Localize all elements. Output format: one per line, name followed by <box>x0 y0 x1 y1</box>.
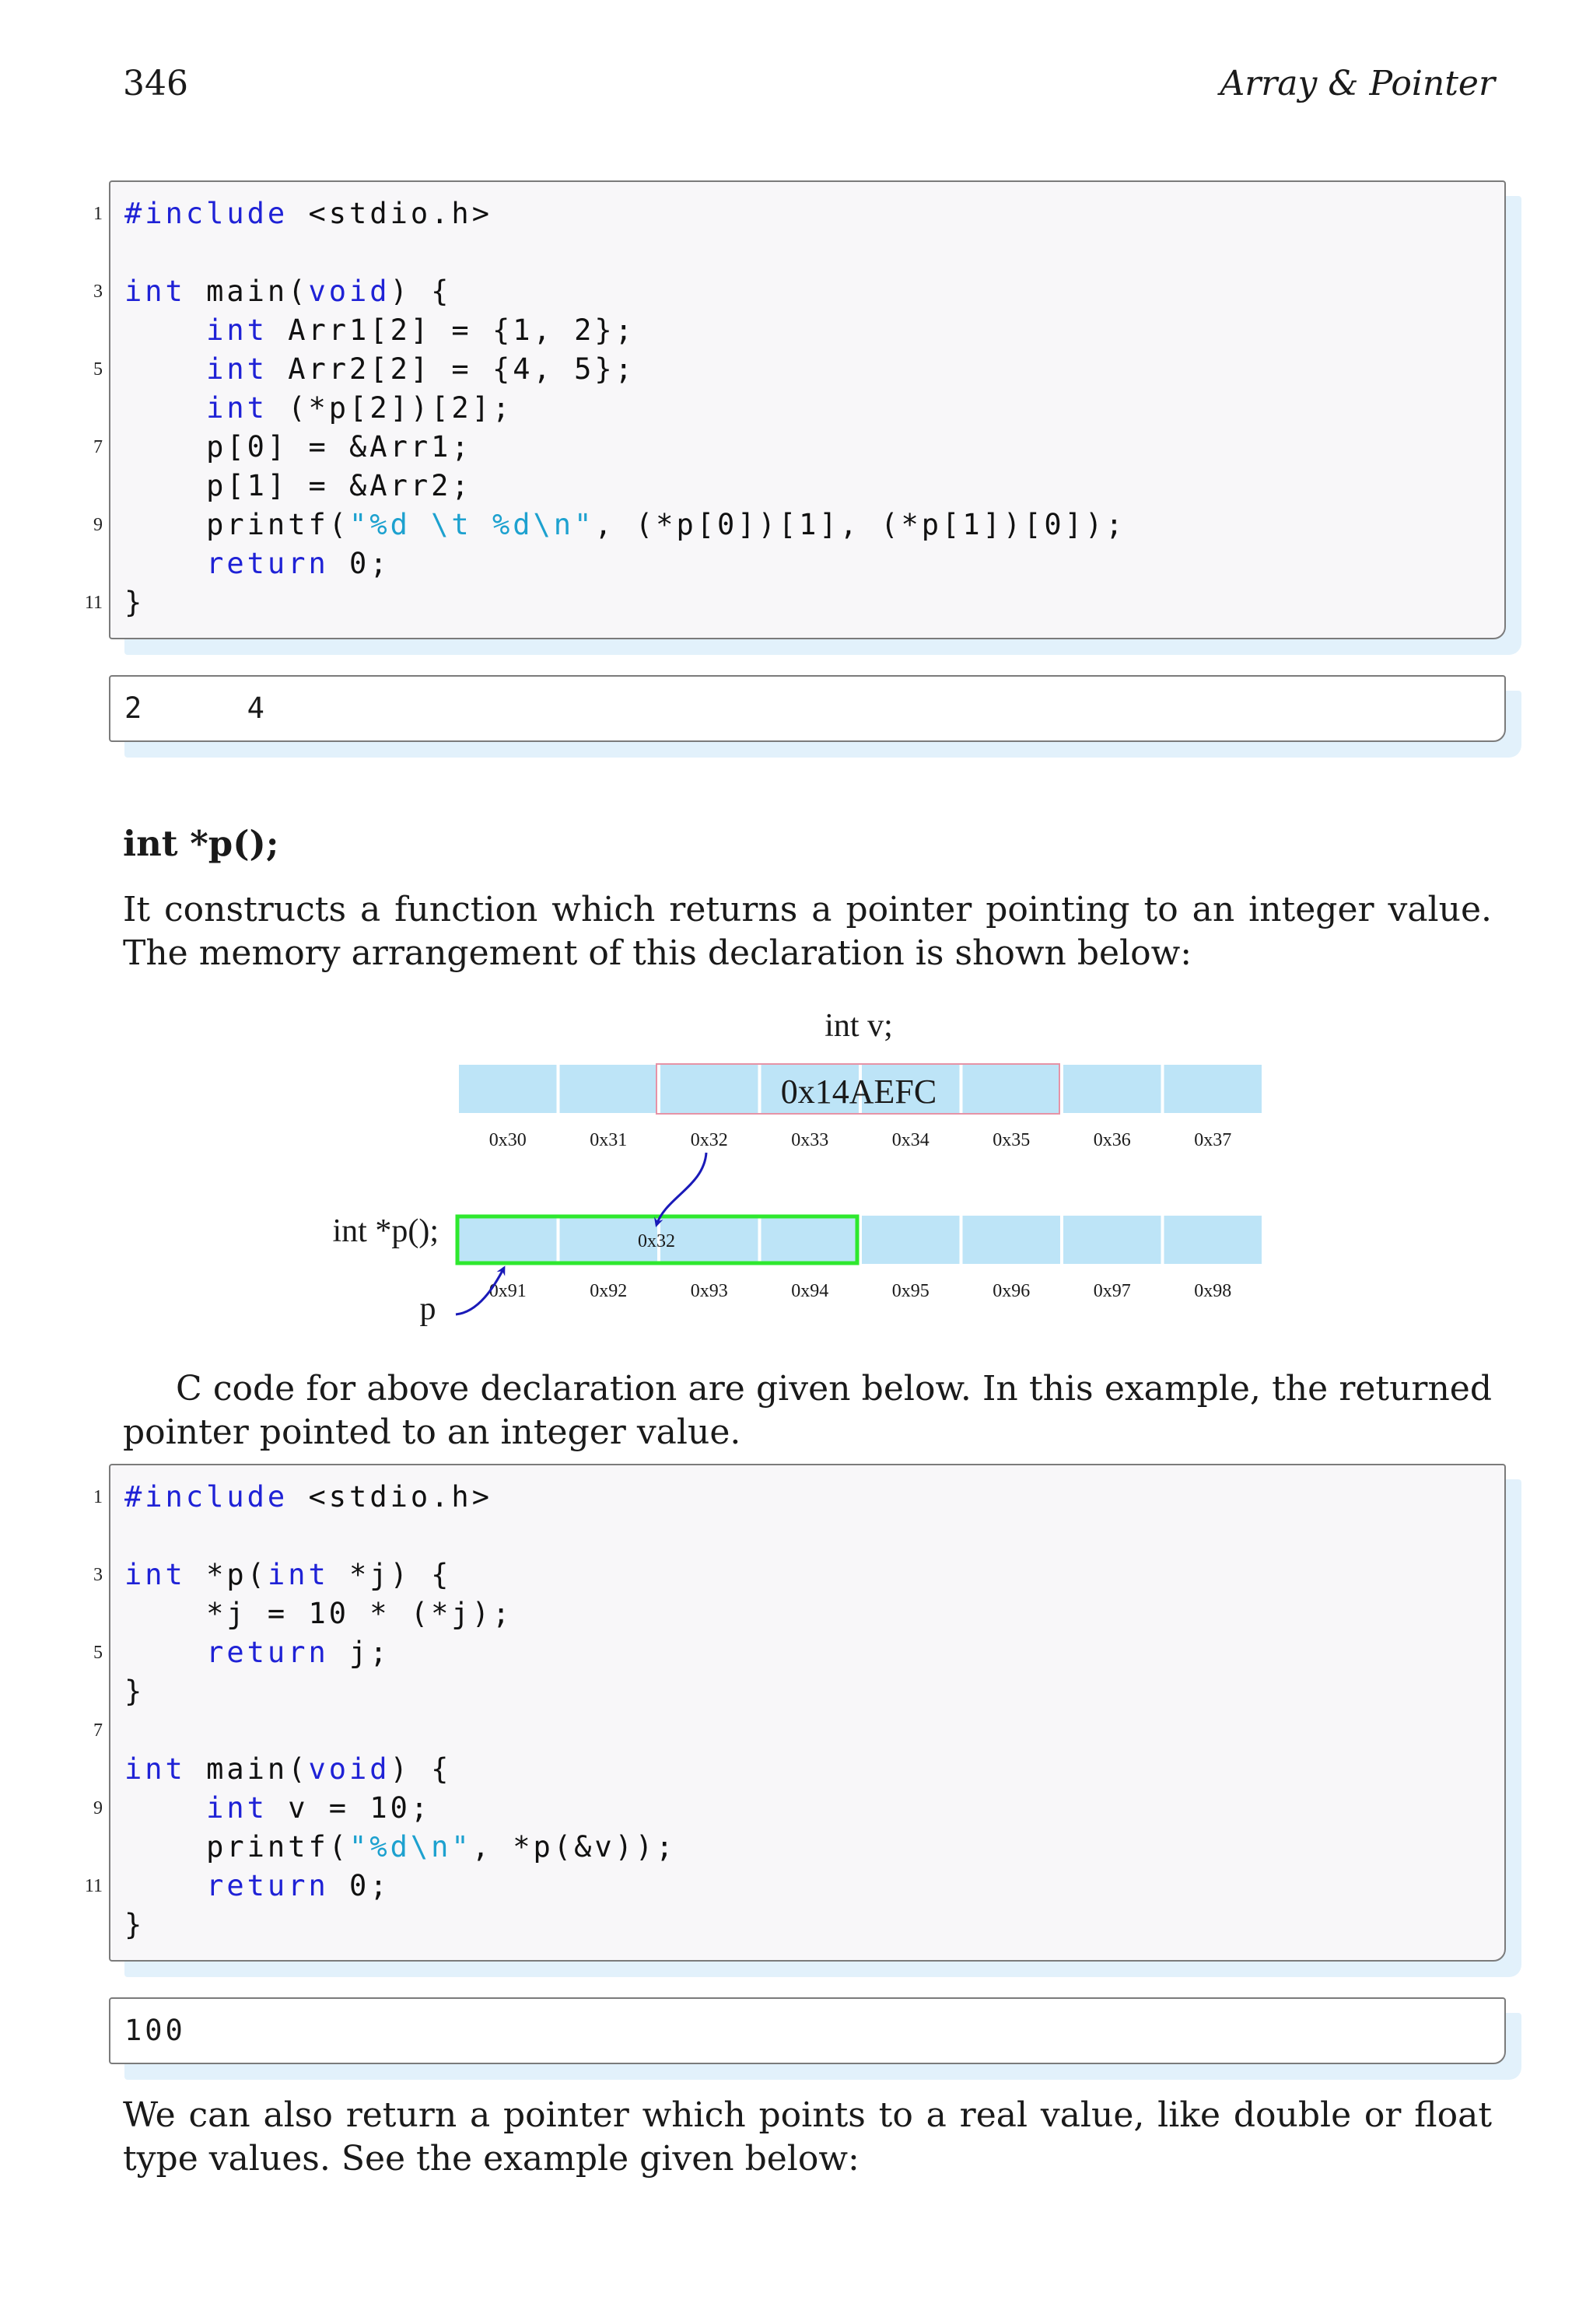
code-line <box>124 1906 145 1944</box>
code-text: } <box>124 1675 145 1708</box>
top-memory-cell <box>560 1065 658 1113</box>
memory-diagram <box>0 1003 1593 1346</box>
line-number: 3 <box>93 282 103 302</box>
paragraph-1: It constructs a function which returns a pointer pointing to an integer value. The memory arrangement of this declaration is shown below: <box>123 890 1492 973</box>
line-number: 1 <box>93 204 103 224</box>
code-keyword: int <box>124 1558 186 1591</box>
code-text: } <box>124 1908 145 1941</box>
top-memory-cell <box>963 1065 1061 1113</box>
code-text <box>124 352 206 386</box>
pointer-arrow-to-value <box>656 1153 706 1225</box>
output-box-2 <box>109 1997 1506 2064</box>
top-address-row <box>489 1130 1232 1150</box>
code-line <box>124 1633 390 1672</box>
code-keyword: int <box>206 391 268 425</box>
code-string: "%d \t %d\n" <box>349 508 595 541</box>
code-line <box>124 194 492 233</box>
code-keyword: #include <box>124 1480 289 1514</box>
code-text: *j) { <box>328 1558 452 1591</box>
top-memory-cell <box>459 1065 557 1113</box>
line-number: 9 <box>93 1798 103 1818</box>
code-text <box>124 1791 206 1825</box>
bottom-memory-cell <box>862 1216 960 1264</box>
code-text: *p( <box>185 1558 268 1591</box>
top-address-label: 0x32 <box>690 1130 728 1150</box>
code-text: p[1] = &Arr2; <box>124 469 472 502</box>
code-line <box>124 350 635 389</box>
code-text: ) { <box>390 1752 452 1786</box>
code-text <box>124 1636 206 1669</box>
code-line <box>124 1750 451 1789</box>
code-line <box>124 583 145 622</box>
code-line <box>124 1789 431 1828</box>
line-number <box>0 311 103 350</box>
line-number <box>0 544 103 583</box>
top-address-label: 0x35 <box>993 1130 1031 1150</box>
bottom-address-label: 0x96 <box>993 1281 1031 1301</box>
code-line <box>124 389 513 428</box>
bottom-memory-cell <box>761 1216 860 1264</box>
top-memory-cell <box>660 1065 758 1113</box>
line-number <box>0 1750 103 1789</box>
code-text: printf( <box>124 508 350 541</box>
bottom-memory-cell <box>459 1216 557 1264</box>
code-line <box>124 467 472 506</box>
code-line <box>124 428 472 467</box>
code-text: , (*p[0])[1], (*p[1])[0]); <box>594 508 1126 541</box>
bottom-address-row <box>489 1281 1232 1301</box>
line-number: 3 <box>93 1565 103 1585</box>
pointer-value: 0x32 <box>638 1231 675 1251</box>
bottom-memory-cell <box>1164 1216 1262 1264</box>
code-text: p[0] = &Arr1; <box>124 430 472 464</box>
code-text: v = 10; <box>267 1791 432 1825</box>
bottom-address-label: 0x92 <box>590 1281 628 1301</box>
code-line <box>124 1478 492 1517</box>
code-keyword: return <box>206 1636 329 1669</box>
bottom-memory-cell <box>1063 1216 1161 1264</box>
bottom-address-label: 0x97 <box>1093 1281 1131 1301</box>
code-keyword: int <box>267 1558 329 1591</box>
section-heading: int *p(); <box>123 823 279 864</box>
code-text: } <box>124 586 145 619</box>
top-address-label: 0x31 <box>590 1130 628 1150</box>
line-number <box>0 467 103 506</box>
code-keyword: void <box>308 1752 390 1786</box>
line-number <box>0 1672 103 1711</box>
code-text: j; <box>328 1636 390 1669</box>
code-line <box>124 311 635 350</box>
code-line <box>124 1828 676 1867</box>
code-text: Arr1[2] = {1, 2}; <box>267 313 635 347</box>
top-memory-cell <box>1063 1065 1161 1113</box>
bottom-address-label: 0x93 <box>690 1281 728 1301</box>
top-memory-cell <box>1164 1065 1262 1113</box>
code-keyword: return <box>206 1869 329 1902</box>
code-line <box>124 544 390 583</box>
line-number <box>0 389 103 428</box>
code-line <box>124 1594 513 1633</box>
line-number: 7 <box>93 437 103 457</box>
code-keyword: #include <box>124 197 289 230</box>
line-number: 7 <box>93 1720 103 1741</box>
code-string: "%d\n" <box>349 1830 472 1864</box>
line-number <box>0 1594 103 1633</box>
code-text: 0; <box>328 1869 390 1902</box>
bottom-address-label: 0x91 <box>488 1281 527 1301</box>
output-text-2: 100 <box>124 2014 186 2047</box>
code-text: <stdio.h> <box>288 197 492 230</box>
code-keyword: int <box>206 313 268 347</box>
code-keyword: int <box>206 352 268 386</box>
code-text: printf( <box>124 1830 350 1864</box>
code-text: <stdio.h> <box>288 1480 492 1514</box>
line-number <box>0 1517 103 1556</box>
code-text: (*p[2])[2]; <box>267 391 513 425</box>
bottom-address-label: 0x95 <box>891 1281 930 1301</box>
value-label: 0x14AEFC <box>780 1073 937 1111</box>
bottom-memory-cell <box>963 1216 1061 1264</box>
bottom-memory-row <box>459 1216 1262 1264</box>
line-number: 11 <box>84 593 103 613</box>
code-text: *j = 10 * (*j); <box>124 1597 513 1630</box>
line-number: 5 <box>93 359 103 380</box>
code-text: main( <box>185 275 309 308</box>
code-text: , *p(&v)); <box>471 1830 677 1864</box>
top-address-label: 0x34 <box>891 1130 930 1150</box>
top-address-label: 0x37 <box>1194 1130 1232 1150</box>
output-text-1: 2 4 <box>124 691 268 725</box>
code-line <box>124 506 1126 544</box>
code-keyword: int <box>124 1752 186 1786</box>
code-keyword: int <box>124 275 186 308</box>
chapter-title: Array & Pointer <box>1220 64 1495 103</box>
code-keyword: return <box>206 547 329 580</box>
code-line <box>124 1672 145 1711</box>
output-box-1 <box>109 675 1506 742</box>
code-text: ) { <box>390 275 452 308</box>
code-line <box>124 1556 451 1594</box>
top-address-label: 0x36 <box>1093 1130 1131 1150</box>
bottom-label: int *p(); <box>332 1213 439 1249</box>
top-address-label: 0x30 <box>488 1130 527 1150</box>
code-text: main( <box>185 1752 309 1786</box>
line-number <box>0 233 103 272</box>
paragraph-3: We can also return a pointer which points to a real value, like double or float type values. See the example given below: <box>123 2095 1492 2179</box>
code-text: 0; <box>328 547 390 580</box>
code-text <box>124 547 206 580</box>
code-text: Arr2[2] = {4, 5}; <box>267 352 635 386</box>
line-number <box>0 1906 103 1944</box>
line-number: 9 <box>93 515 103 535</box>
code-line <box>124 1867 390 1906</box>
code-keyword: int <box>206 1791 268 1825</box>
code-text <box>124 391 206 425</box>
pointer-name: p <box>419 1291 436 1327</box>
top-address-label: 0x33 <box>791 1130 829 1150</box>
page-number: 346 <box>123 64 188 103</box>
code-keyword: void <box>308 275 390 308</box>
line-number: 11 <box>84 1876 103 1896</box>
top-label: int v; <box>825 1008 893 1044</box>
code-line <box>124 272 451 311</box>
code-text <box>124 1869 206 1902</box>
code-text <box>124 313 206 347</box>
bottom-address-label: 0x98 <box>1194 1281 1232 1301</box>
bottom-address-label: 0x94 <box>791 1281 829 1301</box>
line-number <box>0 1828 103 1867</box>
line-number: 5 <box>93 1643 103 1663</box>
paragraph-2: C code for above declaration are given below. In this example, the returned pointer pointed to an integer value. <box>123 1369 1492 1452</box>
line-number: 1 <box>93 1487 103 1507</box>
